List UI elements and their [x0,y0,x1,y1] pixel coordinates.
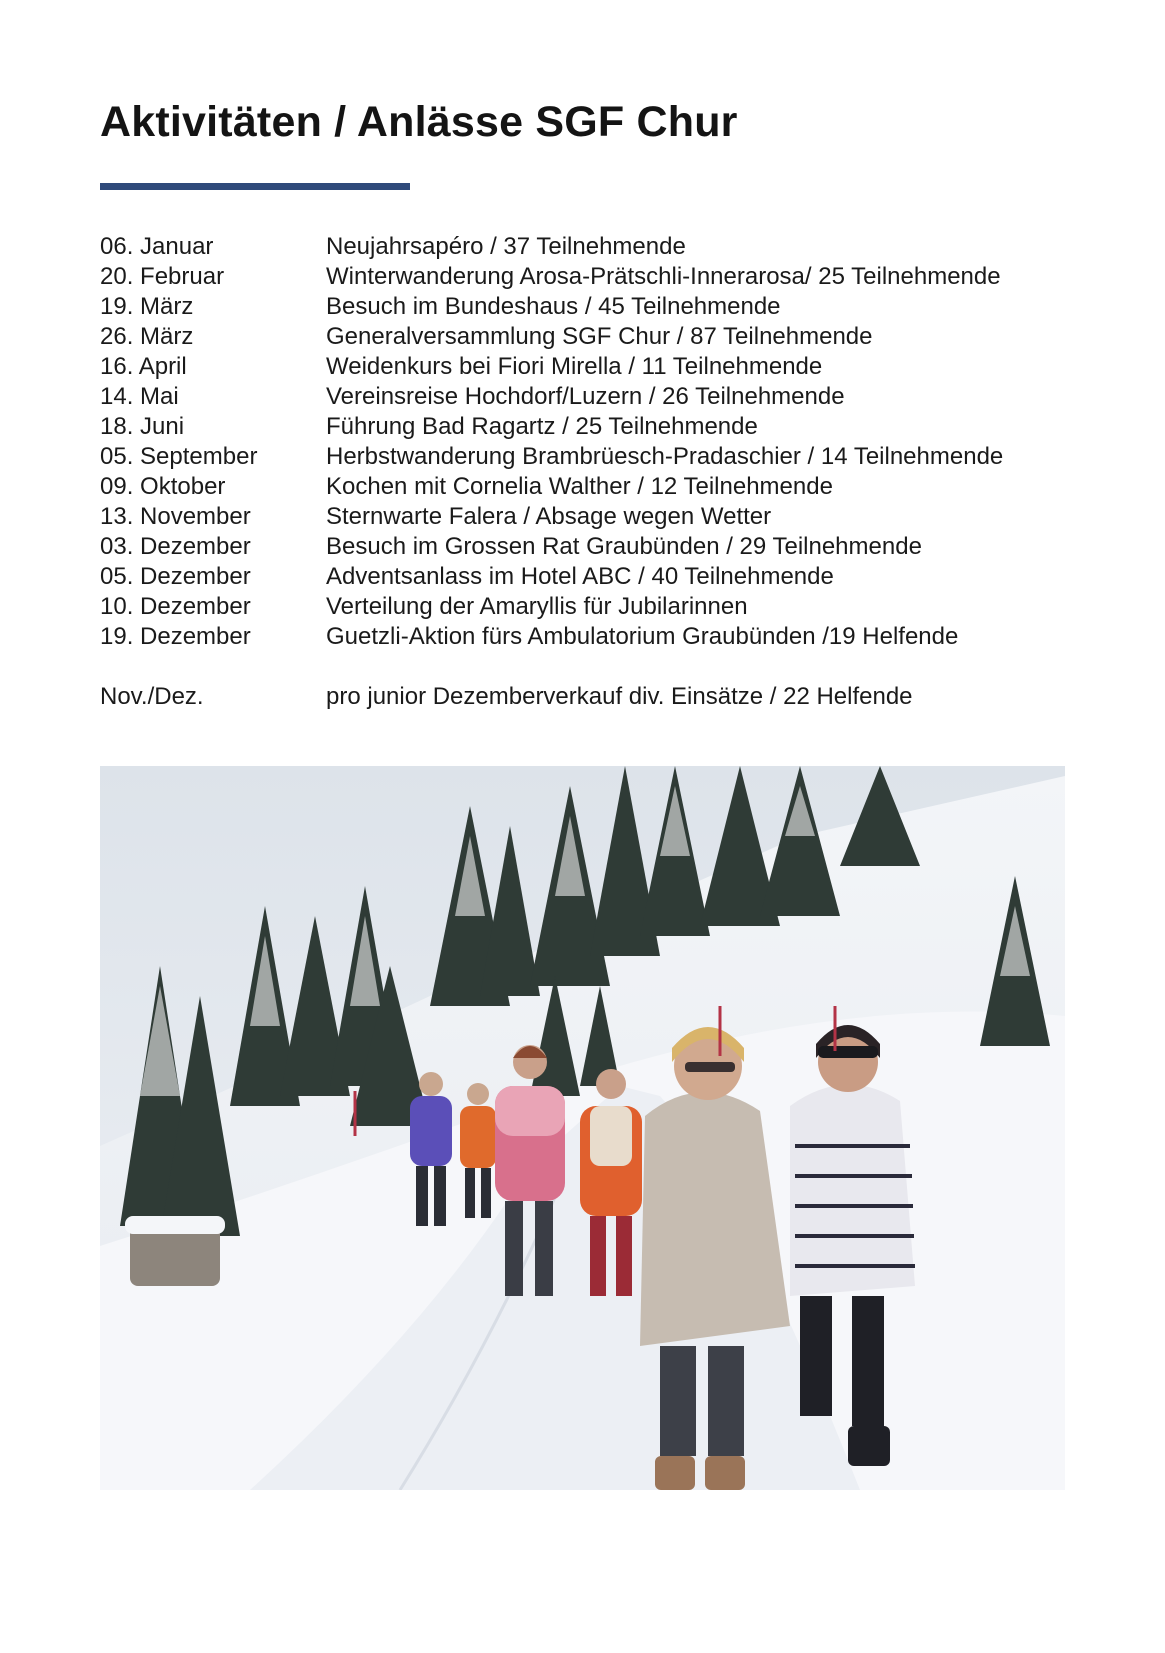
event-row [100,262,1060,292]
event-row [100,442,1060,472]
event-description: Guetzli-Aktion fürs Ambulatorium Graubünden /19 Helfende [326,623,959,650]
event-date: 09. Oktober [100,473,226,500]
event-date: Nov./Dez. [100,683,204,710]
event-row [100,382,1060,412]
event-row [100,682,1060,712]
page-title: Aktivitäten / Anlässe SGF Chur [100,98,738,146]
event-date: 20. Februar [100,263,225,290]
event-row [100,622,1060,652]
event-date: 26. März [100,323,194,350]
event-description: Führung Bad Ragartz / 25 Teilnehmende [326,413,758,440]
event-date: 16. April [100,353,187,380]
event-date: 06. Januar [100,233,214,260]
event-description: Vereinsreise Hochdorf/Luzern / 26 Teilnehmende [326,383,845,410]
event-description: Weidenkurs bei Fiori Mirella / 11 Teilnehmende [326,353,823,380]
event-date: 19. März [100,293,194,320]
photo-winter-hike [100,766,1065,1490]
event-date: 19. Dezember [100,623,251,650]
event-date: 13. November [100,503,251,530]
event-description: pro junior Dezemberverkauf div. Einsätze / 22 Helfende [326,683,913,710]
event-description: Sternwarte Falera / Absage wegen Wetter [326,503,772,530]
event-date: 14. Mai [100,383,179,410]
event-date: 18. Juni [100,413,185,440]
event-description: Besuch im Grossen Rat Graubünden / 29 Teilnehmende [326,533,922,560]
winter-hike-illustration [100,766,1065,1490]
event-date: 05. September [100,443,258,470]
event-description: Generalversammlung SGF Chur / 87 Teilnehmende [326,323,873,350]
event-row [100,532,1060,562]
event-description: Neujahrsapéro / 37 Teilnehmende [326,233,686,260]
event-description: Herbstwanderung Brambrüesch-Pradaschier / 14 Teilnehmende [326,443,1004,470]
event-description: Kochen mit Cornelia Walther / 12 Teilnehmende [326,473,833,500]
event-description: Adventsanlass im Hotel ABC / 40 Teilnehmende [326,563,834,590]
event-list [100,232,1060,712]
event-description: Verteilung der Amaryllis für Jubilarinnen [326,593,748,620]
event-row [100,352,1060,382]
event-date: 05. Dezember [100,563,251,590]
event-row [100,232,1060,262]
event-row [100,292,1060,322]
title-underline [100,183,410,190]
event-row [100,322,1060,352]
event-row [100,502,1060,532]
event-row [100,592,1060,622]
event-row [100,472,1060,502]
event-row [100,412,1060,442]
event-description: Besuch im Bundeshaus / 45 Teilnehmende [326,293,781,320]
event-row [100,562,1060,592]
event-date: 03. Dezember [100,533,251,560]
event-description: Winterwanderung Arosa-Prätschli-Innerarosa/ 25 Teilnehmende [326,263,1001,290]
event-date: 10. Dezember [100,593,251,620]
